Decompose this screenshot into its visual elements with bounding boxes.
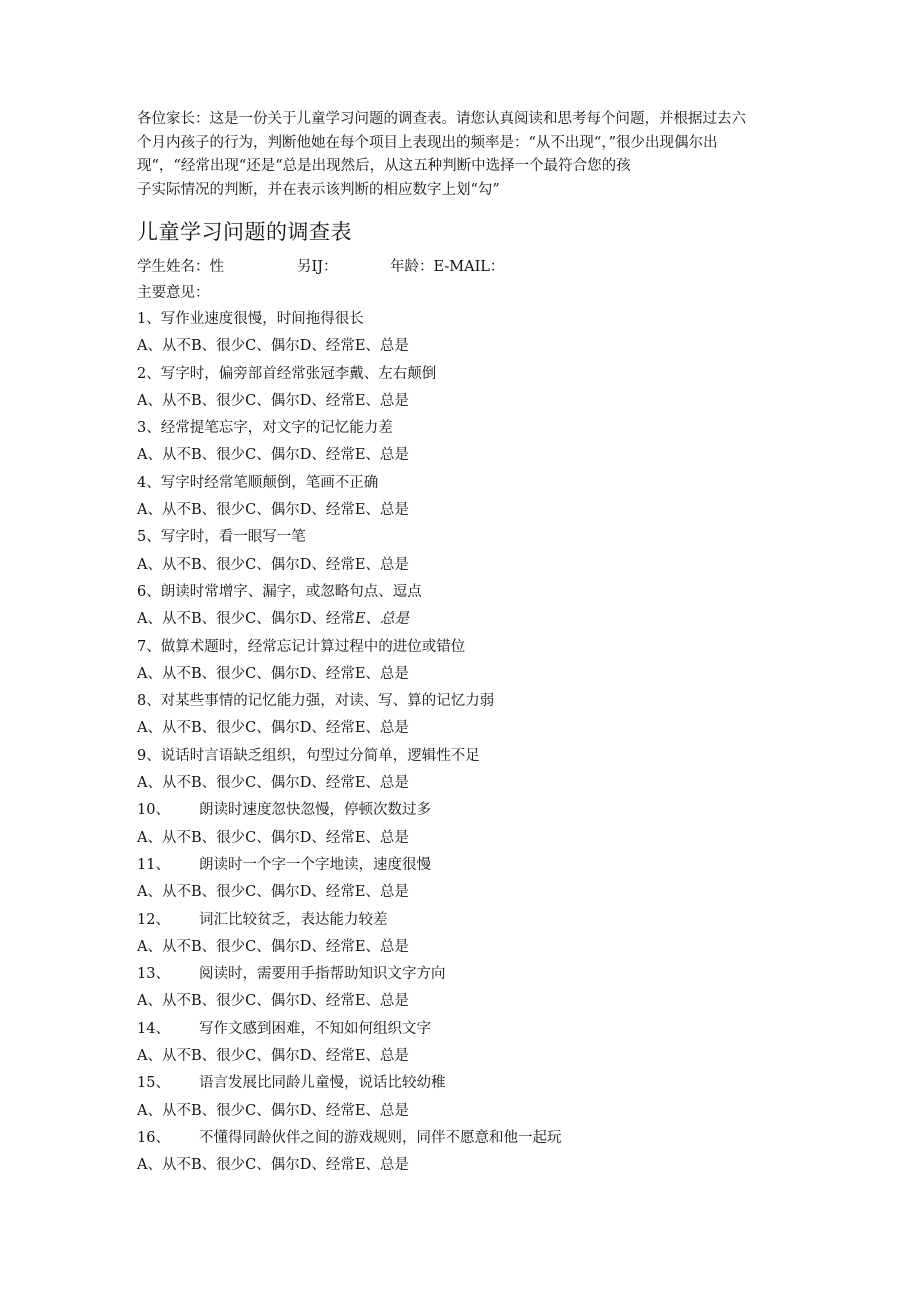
answer-options[interactable]: A、从不B、很少C、偶尔D、经常E、总是 — [137, 938, 409, 955]
question-number: 5、 — [137, 529, 161, 546]
answer-options[interactable]: A、从不B、很少C、偶尔D、经常E、总是 — [137, 1048, 409, 1065]
question-number: 9、 — [137, 747, 161, 764]
question-number: 14、 — [137, 1020, 170, 1037]
question-number: 2、 — [137, 365, 161, 382]
question-number: 3、 — [137, 420, 161, 437]
question-list — [137, 306, 792, 1180]
question-number: 13、 — [137, 966, 170, 983]
question-text: 朗读时速度忽快忽慢，停顿次数过多 — [199, 802, 431, 819]
answer-options[interactable]: A、从不B、很少C、偶尔D、经常E、总是 — [137, 392, 409, 409]
gender-label: 另IJ： — [297, 259, 338, 275]
question-item — [137, 361, 792, 388]
intro-line: 各位家长：这是一份关于儿童学习问题的调查表。请您认真阅读和思考每个问题，并根据过去六 — [137, 111, 746, 127]
question-item — [137, 852, 792, 879]
question-text: 不懂得同龄伙伴之间的游戏规则，同伴不愿意和他一起玩 — [199, 1129, 562, 1146]
answer-options[interactable]: A、从不B、很少C、偶尔D、经常E、总是 — [137, 884, 409, 901]
question-item — [137, 1070, 792, 1097]
question-text: 词汇比较贫乏，表达能力较差 — [199, 911, 388, 928]
answer-options[interactable]: A、从不B、很少C、偶尔D、经常E、总是 — [137, 1157, 409, 1174]
answer-options[interactable]: A、从不B、很少C、偶尔D、经常E、总是 — [137, 502, 409, 519]
intro-line: 现“，“经常出现“还是“总是出现然后，从这五种判断中选择一个最符合您的孩 — [137, 158, 631, 174]
student-name-label: 学生姓名：性 — [137, 259, 224, 275]
intro-paragraph — [137, 108, 792, 202]
question-number: 8、 — [137, 693, 161, 710]
question-number: 12、 — [137, 911, 170, 928]
question-text: 说话时言语缺乏组织，句型过分简单，逻辑性不足 — [160, 747, 480, 764]
question-number: 4、 — [137, 474, 161, 491]
survey-title: 儿童学习问题的调查表 — [137, 220, 352, 244]
answer-options[interactable]: A、从不B、很少C、偶尔D、经常E、总是 — [137, 1102, 409, 1119]
question-text: 对某些事情的记忆能力强，对读、写、算的记忆力弱 — [160, 693, 495, 710]
intro-line: 个月内孩子的行为，判断他她在每个项目上表现出的频率是：“从不出现“，”很少出现偶尔出 — [137, 134, 718, 151]
question-item — [137, 1016, 792, 1043]
question-item — [137, 634, 792, 661]
question-item — [137, 524, 792, 551]
question-item — [137, 470, 792, 497]
intro-line: 子实际情况的判断，并在表示该判断的相应数字上划“勾” — [137, 181, 500, 198]
answer-options[interactable]: A、从不B、很少C、偶尔D、经常E、总是 — [137, 829, 409, 846]
survey-page — [137, 108, 792, 1180]
question-text: 经常提笔忘字，对文字的记忆能力差 — [160, 420, 393, 437]
answer-options[interactable]: A、从不B、很少C、偶尔D、经常E、总是 — [137, 993, 409, 1010]
answer-options[interactable]: A、从不B、很少C、偶尔D、经常E、总是 — [137, 556, 409, 573]
question-text: 朗读时常增字、漏字，或忽略句点、逗点 — [160, 583, 422, 600]
question-item — [137, 306, 792, 333]
answer-options[interactable]: A、从不B、很少C、偶尔D、经常E、总是 — [137, 447, 409, 464]
question-number: 11、 — [137, 856, 170, 873]
question-text: 做算术题时，经常忘记计算过程中的进位或错位 — [160, 638, 466, 655]
question-text: 阅读时，需要用手指帮助知识文字方向 — [199, 966, 446, 983]
question-text: 朗读时一个字一个字地读，速度很慢 — [199, 856, 431, 873]
answer-options[interactable]: A、从不B、很少C、偶尔D、经常E、总是 — [137, 775, 409, 792]
opinion-label: 主要意见： — [137, 285, 210, 301]
question-number: 7、 — [137, 638, 161, 655]
answer-options[interactable]: A、从不B、很少C、偶尔D、经常E、总是 — [137, 338, 409, 355]
question-item — [137, 961, 792, 988]
question-item — [137, 1125, 792, 1152]
question-item — [137, 907, 792, 934]
question-item — [137, 797, 792, 824]
question-number: 6、 — [137, 583, 161, 600]
answer-options[interactable]: A、从不B、很少C、偶尔D、经常E、总是 — [137, 665, 409, 682]
question-text: 写字时经常笔顺颠倒，笔画不正确 — [160, 474, 379, 491]
answer-options[interactable] — [137, 606, 792, 633]
question-text: 写作业速度很慢，时间拖得很长 — [160, 311, 364, 327]
question-item — [137, 688, 792, 715]
answer-options[interactable]: A、从不B、很少C、偶尔D、经常E、总是 — [137, 720, 409, 737]
student-info-line — [137, 254, 792, 280]
question-number: 16、 — [137, 1129, 170, 1146]
age-email-label: 年龄：E-MAIL： — [390, 259, 505, 275]
question-text: 写字时，偏旁部首经常张冠李戴、左右颠倒 — [160, 365, 437, 382]
question-item — [137, 579, 792, 606]
question-item — [137, 743, 792, 770]
answer-options-text: A、从不B、很少C、偶尔D、经常 — [137, 611, 355, 628]
question-text: 写作文感到困难，不知如何组织文字 — [199, 1020, 431, 1037]
question-text: 写字时，看一眼写一笔 — [160, 529, 306, 546]
question-text: 语言发展比同龄儿童慢，说话比较幼稚 — [199, 1075, 446, 1092]
question-number: 1、 — [137, 311, 161, 327]
answer-options-text-end: E、总是 — [354, 611, 409, 628]
question-item — [137, 415, 792, 442]
question-number: 15、 — [137, 1075, 170, 1092]
question-number: 10、 — [137, 802, 170, 819]
